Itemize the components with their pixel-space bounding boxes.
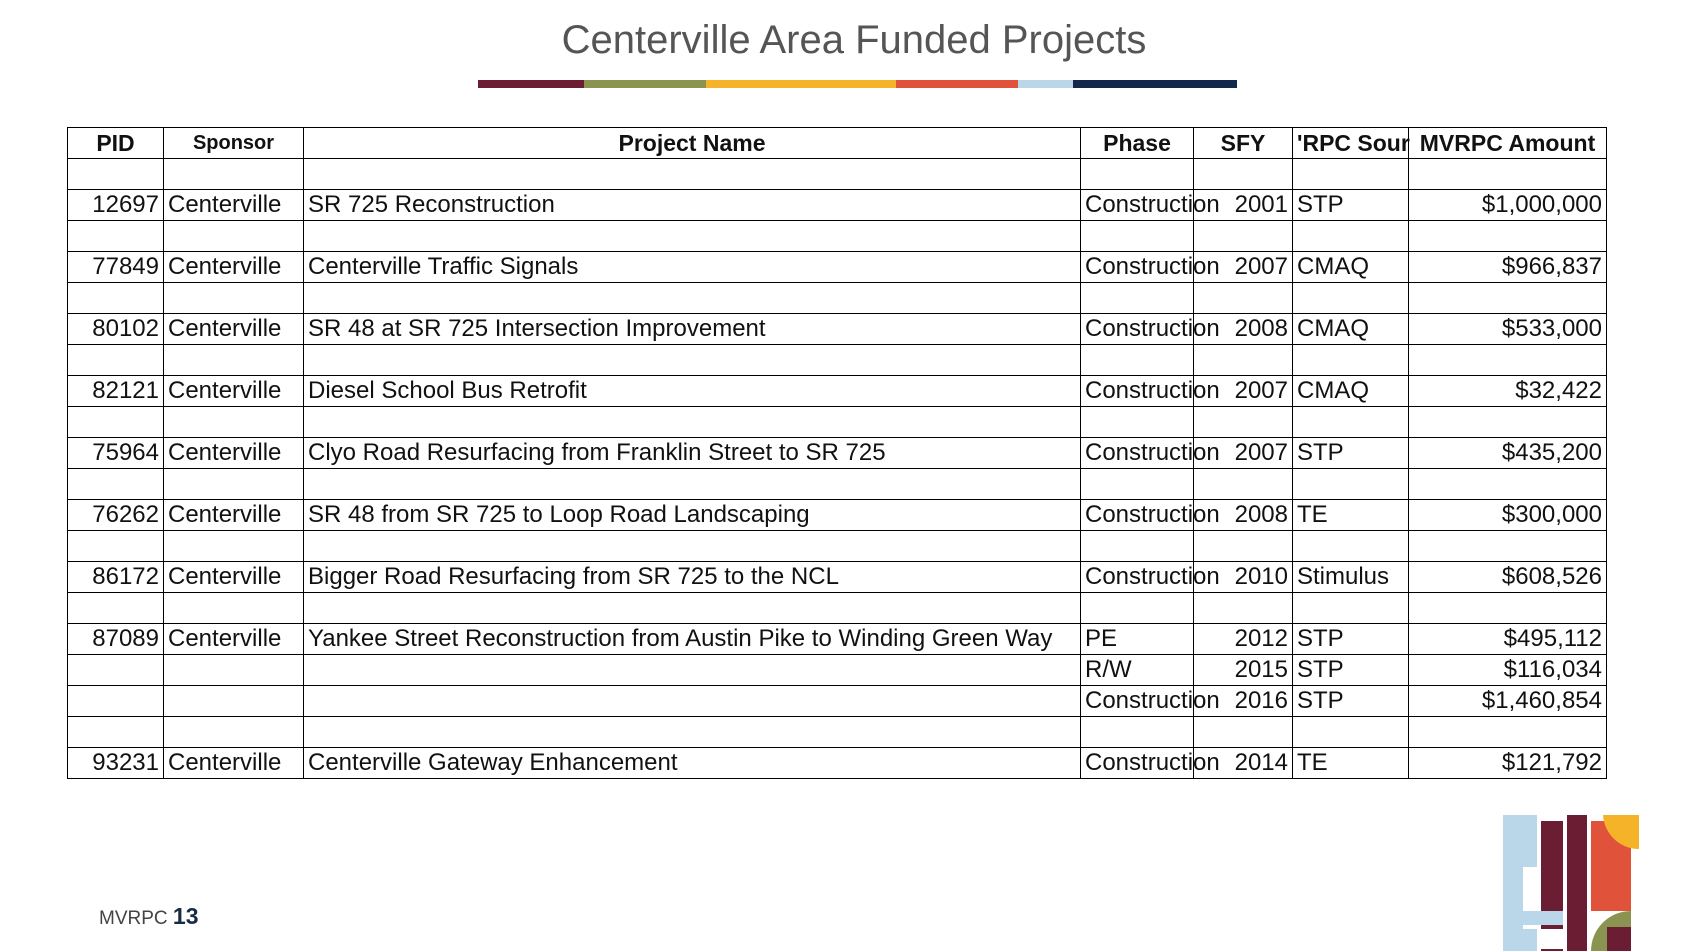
cell-project-name: Centerville Traffic Signals (304, 252, 1081, 283)
cell-sponsor: Centerville (164, 190, 304, 221)
cell-pid (68, 345, 164, 376)
cell-pid: 12697 (68, 190, 164, 221)
cell-project-name: SR 725 Reconstruction (304, 190, 1081, 221)
cell-sfy (1194, 407, 1293, 438)
cell-pid: 75964 (68, 438, 164, 469)
cell-amount: $32,422 (1409, 376, 1607, 407)
cell-sfy (1194, 221, 1293, 252)
cell-sfy (1194, 345, 1293, 376)
table-row (68, 655, 1607, 686)
cell-amount: $1,000,000 (1409, 190, 1607, 221)
cell-amount (1409, 221, 1607, 252)
cell-source (1293, 717, 1409, 748)
table-row (68, 624, 1607, 655)
cell-amount (1409, 531, 1607, 562)
cell-pid (68, 283, 164, 314)
cell-pid (68, 593, 164, 624)
cell-sfy: 2001 (1194, 190, 1293, 221)
cell-pid: 82121 (68, 376, 164, 407)
cell-sponsor: Centerville (164, 624, 304, 655)
cell-amount: $300,000 (1409, 500, 1607, 531)
cell-pid (68, 159, 164, 190)
cell-phase: Construction (1081, 438, 1194, 469)
cell-amount (1409, 469, 1607, 500)
cell-project-name (304, 159, 1081, 190)
cell-phase: Construction (1081, 376, 1194, 407)
cell-project-name (304, 717, 1081, 748)
cell-phase: R/W (1081, 655, 1194, 686)
cell-pid (68, 469, 164, 500)
table-spacer-row (68, 407, 1607, 438)
cell-sfy: 2007 (1194, 252, 1293, 283)
cell-amount (1409, 159, 1607, 190)
cell-pid (68, 407, 164, 438)
cell-project-name: Clyo Road Resurfacing from Franklin Street to SR 725 (304, 438, 1081, 469)
cell-phase (1081, 159, 1194, 190)
cell-amount: $116,034 (1409, 655, 1607, 686)
cell-pid: 86172 (68, 562, 164, 593)
cell-amount (1409, 593, 1607, 624)
cell-source: Stimulus (1293, 562, 1409, 593)
cell-source (1293, 531, 1409, 562)
cell-phase: PE (1081, 624, 1194, 655)
cell-sfy (1194, 531, 1293, 562)
cell-source: CMAQ (1293, 252, 1409, 283)
cell-sfy (1194, 593, 1293, 624)
cell-phase: Construction (1081, 500, 1194, 531)
cell-sponsor: Centerville (164, 562, 304, 593)
cell-pid: 87089 (68, 624, 164, 655)
cell-project-name (304, 407, 1081, 438)
cell-sponsor (164, 655, 304, 686)
cell-sponsor: Centerville (164, 438, 304, 469)
cell-project-name (304, 655, 1081, 686)
cell-sponsor (164, 345, 304, 376)
cell-sfy: 2007 (1194, 438, 1293, 469)
cell-source: STP (1293, 438, 1409, 469)
cell-source (1293, 593, 1409, 624)
cell-phase (1081, 283, 1194, 314)
header-pid: PID (68, 128, 164, 159)
cell-phase (1081, 407, 1194, 438)
cell-source (1293, 345, 1409, 376)
cell-source (1293, 221, 1409, 252)
header-project-name: Project Name (304, 128, 1081, 159)
cell-amount (1409, 407, 1607, 438)
cell-amount: $495,112 (1409, 624, 1607, 655)
cell-project-name: Centerville Gateway Enhancement (304, 748, 1081, 779)
cell-project-name: SR 48 at SR 725 Intersection Improvement (304, 314, 1081, 345)
cell-project-name (304, 283, 1081, 314)
cell-pid (68, 221, 164, 252)
cell-sponsor: Centerville (164, 748, 304, 779)
cell-pid: 76262 (68, 500, 164, 531)
cell-source: CMAQ (1293, 376, 1409, 407)
accent-segment-navy (1073, 80, 1237, 88)
cell-phase: Construction (1081, 686, 1194, 717)
cell-project-name (304, 593, 1081, 624)
cell-sponsor: Centerville (164, 376, 304, 407)
cell-amount: $1,460,854 (1409, 686, 1607, 717)
cell-amount (1409, 717, 1607, 748)
header-source: 'RPC Sour (1293, 128, 1409, 159)
cell-sponsor (164, 159, 304, 190)
cell-phase (1081, 469, 1194, 500)
header-phase: Phase (1081, 128, 1194, 159)
header-sponsor: Sponsor (164, 128, 304, 159)
cell-sfy (1194, 469, 1293, 500)
cell-amount: $435,200 (1409, 438, 1607, 469)
cell-sfy: 2010 (1194, 562, 1293, 593)
cell-sponsor (164, 717, 304, 748)
page-number: 13 (172, 903, 199, 929)
cell-sponsor (164, 407, 304, 438)
cell-pid (68, 655, 164, 686)
header-amount: MVRPC Amount (1409, 128, 1607, 159)
cell-phase: Construction (1081, 314, 1194, 345)
cell-project-name (304, 469, 1081, 500)
slide-title: Centerville Area Funded Projects (561, 18, 1147, 62)
cell-sponsor (164, 686, 304, 717)
accent-segment-maroon (478, 80, 584, 88)
table-header-row (68, 128, 1607, 159)
cell-source: STP (1293, 624, 1409, 655)
table-spacer-row (68, 159, 1607, 190)
cell-source: STP (1293, 190, 1409, 221)
table-row (68, 190, 1607, 221)
cell-source (1293, 283, 1409, 314)
footer-org: MVRPC (99, 908, 168, 929)
cell-amount: $533,000 (1409, 314, 1607, 345)
cell-amount (1409, 345, 1607, 376)
cell-sponsor (164, 469, 304, 500)
cell-project-name (304, 531, 1081, 562)
table-spacer-row (68, 593, 1607, 624)
table-row (68, 376, 1607, 407)
table-spacer-row (68, 283, 1607, 314)
cell-pid (68, 531, 164, 562)
cell-phase: Construction (1081, 252, 1194, 283)
cell-phase: Construction (1081, 748, 1194, 779)
table-row (68, 438, 1607, 469)
cell-sfy: 2015 (1194, 655, 1293, 686)
cell-phase (1081, 221, 1194, 252)
table-row (68, 314, 1607, 345)
table-row (68, 562, 1607, 593)
cell-sfy: 2007 (1194, 376, 1293, 407)
cell-sponsor (164, 531, 304, 562)
table-spacer-row (68, 469, 1607, 500)
cell-amount (1409, 283, 1607, 314)
accent-segment-olive (584, 80, 706, 88)
cell-source: STP (1293, 686, 1409, 717)
table-row (68, 500, 1607, 531)
cell-source: TE (1293, 500, 1409, 531)
cell-phase (1081, 345, 1194, 376)
cell-sponsor (164, 221, 304, 252)
accent-segment-red (896, 80, 1018, 88)
cell-sponsor: Centerville (164, 314, 304, 345)
cell-project-name (304, 686, 1081, 717)
cell-project-name (304, 221, 1081, 252)
cell-sfy (1194, 159, 1293, 190)
cell-pid (68, 717, 164, 748)
cell-sponsor: Centerville (164, 252, 304, 283)
cell-sponsor (164, 593, 304, 624)
cell-project-name: SR 48 from SR 725 to Loop Road Landscaping (304, 500, 1081, 531)
table-spacer-row (68, 345, 1607, 376)
table-spacer-row (68, 531, 1607, 562)
footer (99, 903, 199, 930)
table-row (68, 252, 1607, 283)
cell-amount: $608,526 (1409, 562, 1607, 593)
mvrpc-logo-icon (1503, 815, 1639, 951)
cell-sponsor (164, 283, 304, 314)
header-sfy: SFY (1194, 128, 1293, 159)
cell-amount: $966,837 (1409, 252, 1607, 283)
cell-sfy (1194, 717, 1293, 748)
cell-sfy: 2016 (1194, 686, 1293, 717)
cell-sfy: 2012 (1194, 624, 1293, 655)
table-row (68, 686, 1607, 717)
cell-sponsor: Centerville (164, 500, 304, 531)
accent-segment-gold (706, 80, 896, 88)
cell-pid: 80102 (68, 314, 164, 345)
cell-source (1293, 407, 1409, 438)
cell-phase: Construction (1081, 190, 1194, 221)
cell-phase (1081, 593, 1194, 624)
cell-source (1293, 159, 1409, 190)
cell-sfy: 2008 (1194, 500, 1293, 531)
cell-sfy (1194, 283, 1293, 314)
table-spacer-row (68, 717, 1607, 748)
cell-source (1293, 469, 1409, 500)
cell-project-name: Yankee Street Reconstruction from Austin Pike to Winding Green Way (304, 624, 1081, 655)
table-row (68, 748, 1607, 779)
cell-pid: 93231 (68, 748, 164, 779)
cell-source: CMAQ (1293, 314, 1409, 345)
cell-source: TE (1293, 748, 1409, 779)
cell-project-name: Diesel School Bus Retrofit (304, 376, 1081, 407)
cell-pid: 77849 (68, 252, 164, 283)
cell-phase (1081, 717, 1194, 748)
cell-phase (1081, 531, 1194, 562)
cell-sfy: 2008 (1194, 314, 1293, 345)
cell-sfy: 2014 (1194, 748, 1293, 779)
table-spacer-row (68, 221, 1607, 252)
accent-segment-lightblue (1018, 80, 1073, 88)
cell-amount: $121,792 (1409, 748, 1607, 779)
cell-project-name: Bigger Road Resurfacing from SR 725 to the NCL (304, 562, 1081, 593)
cell-source: STP (1293, 655, 1409, 686)
projects-table (67, 127, 1607, 779)
cell-phase: Construction (1081, 562, 1194, 593)
cell-project-name (304, 345, 1081, 376)
cell-pid (68, 686, 164, 717)
